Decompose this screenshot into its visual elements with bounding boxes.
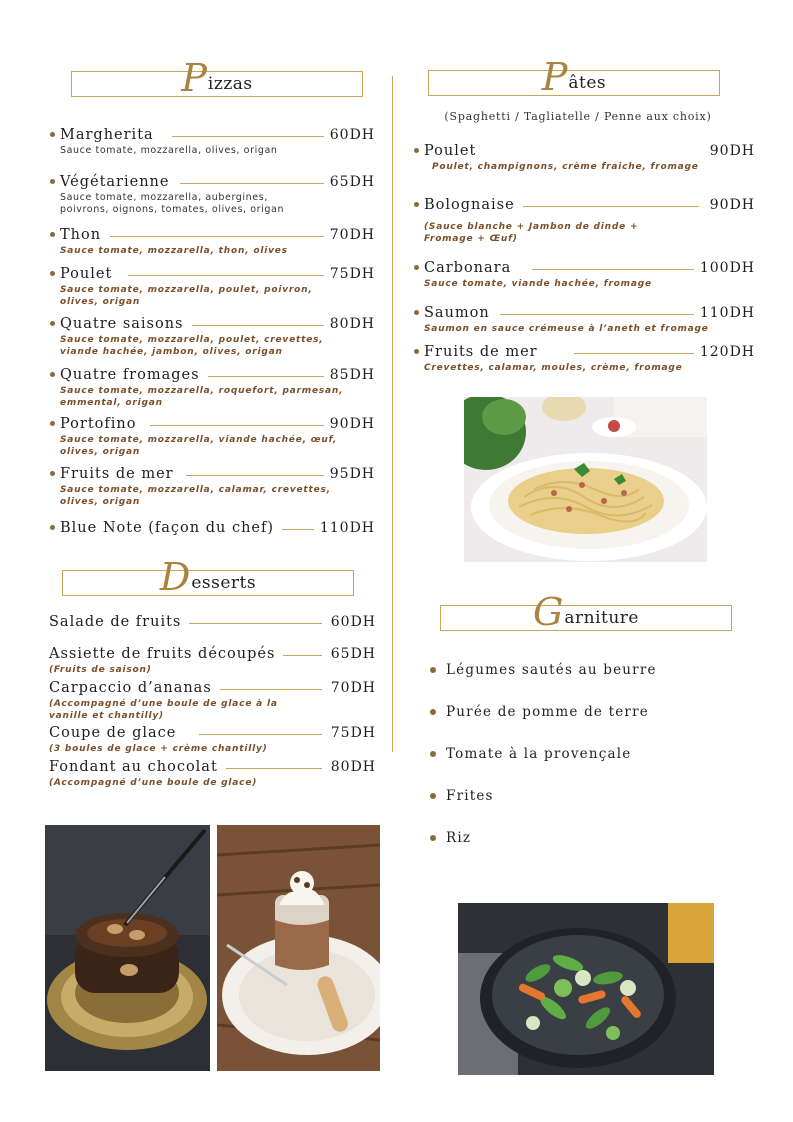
bullet-dot — [430, 793, 436, 799]
leader-line — [180, 183, 329, 184]
menu-item-assiette-de-fruits — [49, 646, 376, 676]
desserts-heading-initial: D — [159, 555, 191, 599]
item-price: 80DH — [325, 759, 376, 775]
menu-item-blue-note — [60, 520, 375, 538]
item-price: 60DH — [325, 614, 376, 630]
item-description: Saumon en sauce crémeuse à l’aneth et fromage — [424, 324, 709, 334]
item-name: Fruits de mer — [424, 344, 546, 360]
bullet-dot — [50, 525, 55, 530]
item-name: Bolognaise — [424, 197, 523, 213]
garniture-item — [430, 746, 632, 762]
column-divider — [392, 76, 393, 752]
bullet-dot — [50, 132, 55, 137]
item-name: Végétarienne — [60, 174, 177, 190]
item-price: 70DH — [325, 680, 376, 696]
leader-line — [128, 275, 329, 276]
item-description: Sauce tomate, mozzarella, viande hachée, œuf, — [60, 435, 338, 445]
item-name: Salade de fruits — [49, 614, 189, 630]
desserts-heading-text: esserts — [191, 573, 257, 593]
pizzas-heading-text: izzas — [207, 74, 253, 94]
menu-item-margherita — [60, 127, 375, 157]
bullet-dot — [50, 271, 55, 276]
item-description: Sauce tomate, mozzarella, poulet, poivron, — [60, 285, 313, 295]
item-name: Margherita — [60, 127, 162, 143]
leader-line — [574, 353, 697, 354]
menu-item-coupe-de-glace — [49, 725, 376, 755]
item-price: 110DH — [314, 520, 375, 536]
item-name: Coupe de glace — [49, 725, 184, 741]
bullet-dot — [430, 751, 436, 757]
item-description: Sauce tomate, mozzarella, calamar, crevettes, — [60, 485, 331, 495]
garniture-heading-text: arniture — [564, 608, 639, 628]
item-description-cont: poivrons, oignons, tomates, olives, origan — [60, 204, 285, 215]
item-name: Quatre fromages — [60, 367, 208, 383]
pasta-photo — [464, 397, 707, 562]
garniture-item-label: Tomate à la provençale — [446, 746, 632, 762]
bullet-dot — [414, 202, 419, 207]
item-description: Poulet, champignons, crème fraiche, fromage — [432, 162, 699, 172]
garniture-item — [430, 830, 471, 846]
bullet-dot — [430, 709, 436, 715]
item-price: 100DH — [694, 260, 755, 276]
item-description-cont: vanille et chantilly) — [49, 711, 164, 721]
item-description-cont: olives, origan — [60, 497, 141, 507]
item-price: 95DH — [324, 466, 375, 482]
bullet-dot — [430, 667, 436, 673]
menu-item-quatre-saisons — [60, 316, 375, 358]
leader-line — [150, 425, 329, 426]
menu-item-carbonara — [424, 260, 755, 290]
leader-line — [500, 314, 703, 315]
leader-line — [189, 623, 322, 624]
leader-line — [190, 325, 329, 326]
item-description-cont: olives, origan — [60, 297, 141, 307]
menu-item-vegetarienne — [60, 174, 375, 216]
menu-item-carpaccio-ananas — [49, 680, 376, 722]
item-description-cont: olives, origan — [60, 447, 141, 457]
leader-line — [277, 655, 322, 656]
item-description: Sauce tomate, mozzarella, olives, origan — [60, 145, 278, 156]
item-price: 70DH — [324, 227, 375, 243]
item-name: Thon — [60, 227, 109, 243]
garniture-item-label: Légumes sautés au beurre — [446, 662, 657, 678]
menu-item-bolognaise — [424, 197, 755, 245]
vegetables-photo — [458, 903, 714, 1075]
item-name: Poulet — [424, 143, 484, 159]
item-description: Sauce tomate, mozzarella, thon, olives — [60, 246, 288, 256]
menu-item-portofino — [60, 416, 375, 458]
garniture-item-label: Frites — [446, 788, 494, 804]
item-price: 85DH — [324, 367, 375, 383]
garniture-heading — [440, 590, 732, 634]
menu-item-quatre-fromages — [60, 367, 375, 409]
leader-line — [110, 236, 329, 237]
item-name: Saumon — [424, 305, 498, 321]
chocolate-cake-photo — [45, 825, 210, 1071]
item-description: Sauce tomate, viande hachée, fromage — [424, 279, 652, 289]
desserts-heading — [62, 555, 354, 599]
leader-line — [200, 376, 329, 377]
garniture-item — [430, 704, 649, 720]
bullet-dot — [50, 179, 55, 184]
item-price: 65DH — [325, 646, 376, 662]
item-description: Crevettes, calamar, moules, crème, fromage — [424, 363, 683, 373]
item-description: Sauce tomate, mozzarella, poulet, crevettes, — [60, 335, 324, 345]
item-name: Blue Note (façon du chef) — [60, 520, 282, 536]
menu-item-saumon — [424, 305, 755, 335]
item-price: 90DH — [324, 416, 375, 432]
bullet-dot — [430, 835, 436, 841]
item-description-cont: viande hachée, jambon, olives, origan — [60, 347, 283, 357]
garniture-item — [430, 662, 657, 678]
item-description: (Accompagné d’une boule de glace à la — [49, 699, 278, 709]
pizzas-heading-initial: P — [181, 56, 207, 100]
item-name: Quatre saisons — [60, 316, 192, 332]
item-price: 60DH — [324, 127, 375, 143]
leader-line — [520, 206, 699, 207]
item-name: Fondant au chocolat — [49, 759, 226, 775]
item-price: 65DH — [324, 174, 375, 190]
bullet-dot — [50, 372, 55, 377]
item-description: (Accompagné d’une boule de glace) — [49, 778, 258, 788]
pates-heading — [428, 55, 720, 99]
item-name: Carpaccio d’ananas — [49, 680, 220, 696]
item-description-cont: emmental, origan — [60, 398, 163, 408]
pates-heading-text: âtes — [568, 73, 607, 93]
menu-item-fruits-de-mer-pizza — [60, 466, 375, 508]
bullet-dot — [50, 232, 55, 237]
bullet-dot — [414, 349, 419, 354]
bullet-dot — [414, 148, 419, 153]
item-price: 80DH — [324, 316, 375, 332]
leader-line — [186, 475, 329, 476]
item-description: Sauce tomate, mozzarella, aubergines, — [60, 192, 268, 203]
item-price: 90DH — [704, 143, 755, 159]
garniture-item — [430, 788, 494, 804]
item-description: Sauce tomate, mozzarella, roquefort, parmesan, — [60, 386, 344, 396]
item-description: (Fruits de saison) — [49, 665, 152, 675]
item-price: 90DH — [704, 197, 755, 213]
ice-cream-photo — [217, 825, 380, 1071]
item-name: Portofino — [60, 416, 144, 432]
item-description: (Sauce blanche + Jambon de dinde + — [424, 222, 639, 232]
item-price: 75DH — [324, 266, 375, 282]
menu-item-poulet — [60, 266, 375, 308]
item-description: (3 boules de glace + crème chantilly) — [49, 744, 268, 754]
menu-item-fruits-de-mer-pates — [424, 344, 755, 374]
menu-item-salade-de-fruits — [49, 614, 376, 632]
bullet-dot — [50, 421, 55, 426]
bullet-dot — [50, 471, 55, 476]
garniture-item-label: Riz — [446, 830, 472, 846]
pizzas-heading — [71, 56, 363, 100]
menu-item-fondant-chocolat — [49, 759, 376, 789]
leader-line — [172, 136, 329, 137]
item-description-cont: Fromage + Œuf) — [424, 234, 518, 244]
leader-line — [532, 269, 695, 270]
bullet-dot — [414, 310, 419, 315]
item-name: Poulet — [60, 266, 120, 282]
leader-line — [217, 689, 322, 690]
garniture-heading-initial: G — [533, 590, 564, 634]
pates-heading-initial: P — [541, 55, 568, 99]
bullet-dot — [50, 321, 55, 326]
garniture-item-label: Purée de pomme de terre — [446, 704, 649, 720]
item-price: 120DH — [694, 344, 755, 360]
item-name: Assiette de fruits découpés — [49, 646, 283, 662]
item-name: Fruits de mer — [60, 466, 182, 482]
item-name: Carbonara — [424, 260, 519, 276]
bullet-dot — [414, 265, 419, 270]
menu-item-poulet-pates — [424, 143, 755, 173]
item-price: 75DH — [325, 725, 376, 741]
leader-line — [225, 768, 322, 769]
leader-line — [199, 734, 322, 735]
menu-item-thon — [60, 227, 375, 257]
pates-subtitle: (Spaghetti / Tagliatelle / Penne aux choix) — [444, 110, 712, 123]
item-price: 110DH — [694, 305, 755, 321]
